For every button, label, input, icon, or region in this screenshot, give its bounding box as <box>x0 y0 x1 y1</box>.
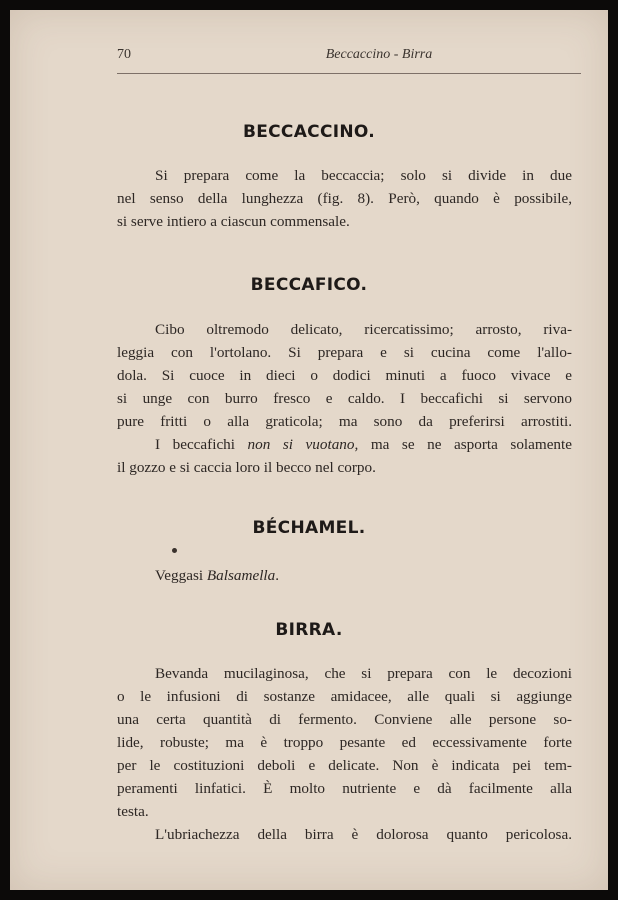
header-rule <box>117 73 581 74</box>
text-run: I beccafichi <box>155 436 248 453</box>
text-line: leggia con l'ortolano. Si prepara e si cucina come l'allo- <box>117 344 572 361</box>
book-page <box>10 10 608 890</box>
text-line: L'ubriachezza della birra è dolorosa quanto pericolosa. <box>155 826 572 843</box>
text-line: o le infusioni di sostanze amidacee, alle quali si aggiunge <box>117 688 572 705</box>
text-line: nel senso della lunghezza (fig. 8). Però, quando è possibile, <box>117 190 572 207</box>
text-line <box>155 434 572 457</box>
text-line: Si prepara come la beccaccia; solo si divide in due <box>155 167 572 184</box>
section-title-bechamel: BÉCHAMEL. <box>252 518 366 538</box>
cross-reference <box>155 565 572 588</box>
text-run: Veggasi <box>155 567 207 584</box>
text-line: Bevanda mucilaginosa, che si prepara con le decozioni <box>155 665 572 682</box>
page-number: 70 <box>117 47 131 62</box>
section-title-birra: BIRRA. <box>275 620 343 640</box>
ink-speck <box>172 548 177 553</box>
text-line: pure fritti o alla graticola; ma sono da preferirsi arrostiti. <box>117 413 572 430</box>
running-title: Beccaccino - Birra <box>325 47 433 62</box>
text-line: lide, robuste; ma è troppo pesante ed eccessivamente forte <box>117 734 572 751</box>
text-line: per le costituzioni deboli e delicate. Non è indicata pei tem- <box>117 757 572 774</box>
text-run: . <box>275 567 280 584</box>
italic-text: non si vuotano, <box>247 436 359 453</box>
section-title-beccaccino: BECCACCINO. <box>242 122 376 142</box>
text-line: il gozzo e si caccia loro il becco nel corpo. <box>117 459 376 476</box>
text-line: Cibo oltremodo delicato, ricercatissimo; arrosto, riva- <box>155 321 572 338</box>
section-title-beccafico: BECCAFICO. <box>250 275 368 295</box>
running-header <box>117 47 581 69</box>
text-line: dola. Si cuoce in dieci o dodici minuti a fuoco vivace e <box>117 367 572 384</box>
text-line: una certa quantità di fermento. Conviene alle persone so- <box>117 711 572 728</box>
text-line: si unge con burro fresco e caldo. I beccafichi si servono <box>117 390 572 407</box>
text-run: ma se ne asporta solamente <box>358 436 572 453</box>
text-line: testa. <box>117 803 149 820</box>
text-line: peramenti linfatici. È molto nutriente e dà facilmente alla <box>117 780 572 797</box>
text-line: si serve intiero a ciascun commensale. <box>117 213 350 230</box>
italic-text: Balsamella <box>206 567 276 584</box>
